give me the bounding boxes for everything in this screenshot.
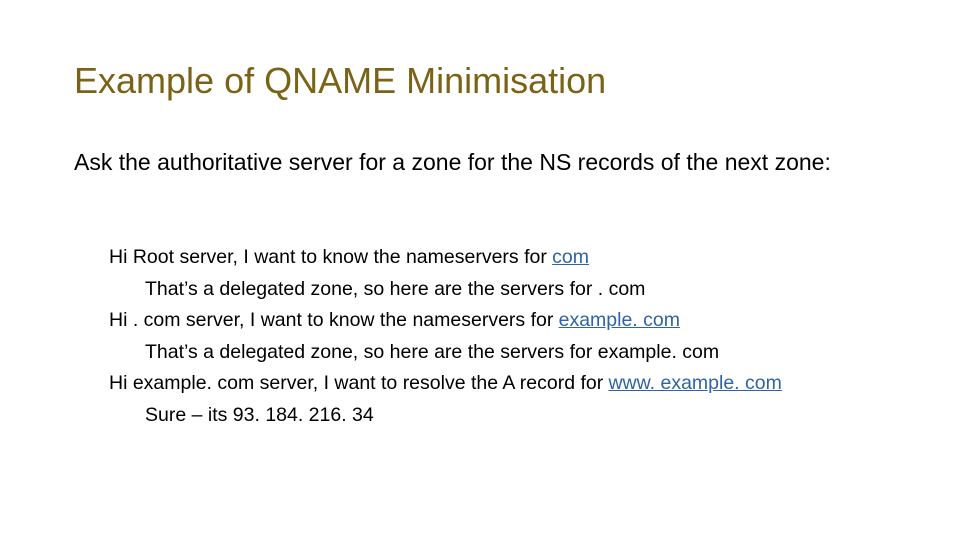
dialog-line-text: Hi example. com server, I want to resolve the A record for	[109, 372, 604, 394]
dialog-line-text: Hi . com server, I want to know the nameservers for	[109, 309, 554, 331]
dialog-line-text: Hi Root server, I want to know the nameservers for	[109, 246, 547, 268]
example-com-link[interactable]: example. com	[558, 309, 680, 331]
dialog-line-root-response	[109, 274, 939, 306]
dialog-line-example-request	[109, 368, 939, 400]
slide-title: Example of QNAME Minimisation	[74, 60, 607, 101]
dialog-line-com-response	[109, 337, 939, 369]
dialog-line-root-request	[109, 242, 939, 274]
dialog-line-text: That’s a delegated zone, so here are the servers for example. com	[145, 340, 720, 363]
dialog-line-text: That’s a delegated zone, so here are the servers for . com	[145, 277, 646, 300]
com-link[interactable]: com	[552, 246, 589, 268]
dialog-line-text: Sure – its 93. 184. 216. 34	[145, 403, 374, 426]
www-example-com-link[interactable]: www. example. com	[608, 372, 782, 394]
body-text: Ask the authoritative server for a zone for the NS records of the next zone:	[74, 149, 831, 175]
dialog-line-com-request	[109, 305, 939, 337]
dialog-line-example-response	[109, 400, 939, 432]
dialog-list	[109, 242, 939, 431]
